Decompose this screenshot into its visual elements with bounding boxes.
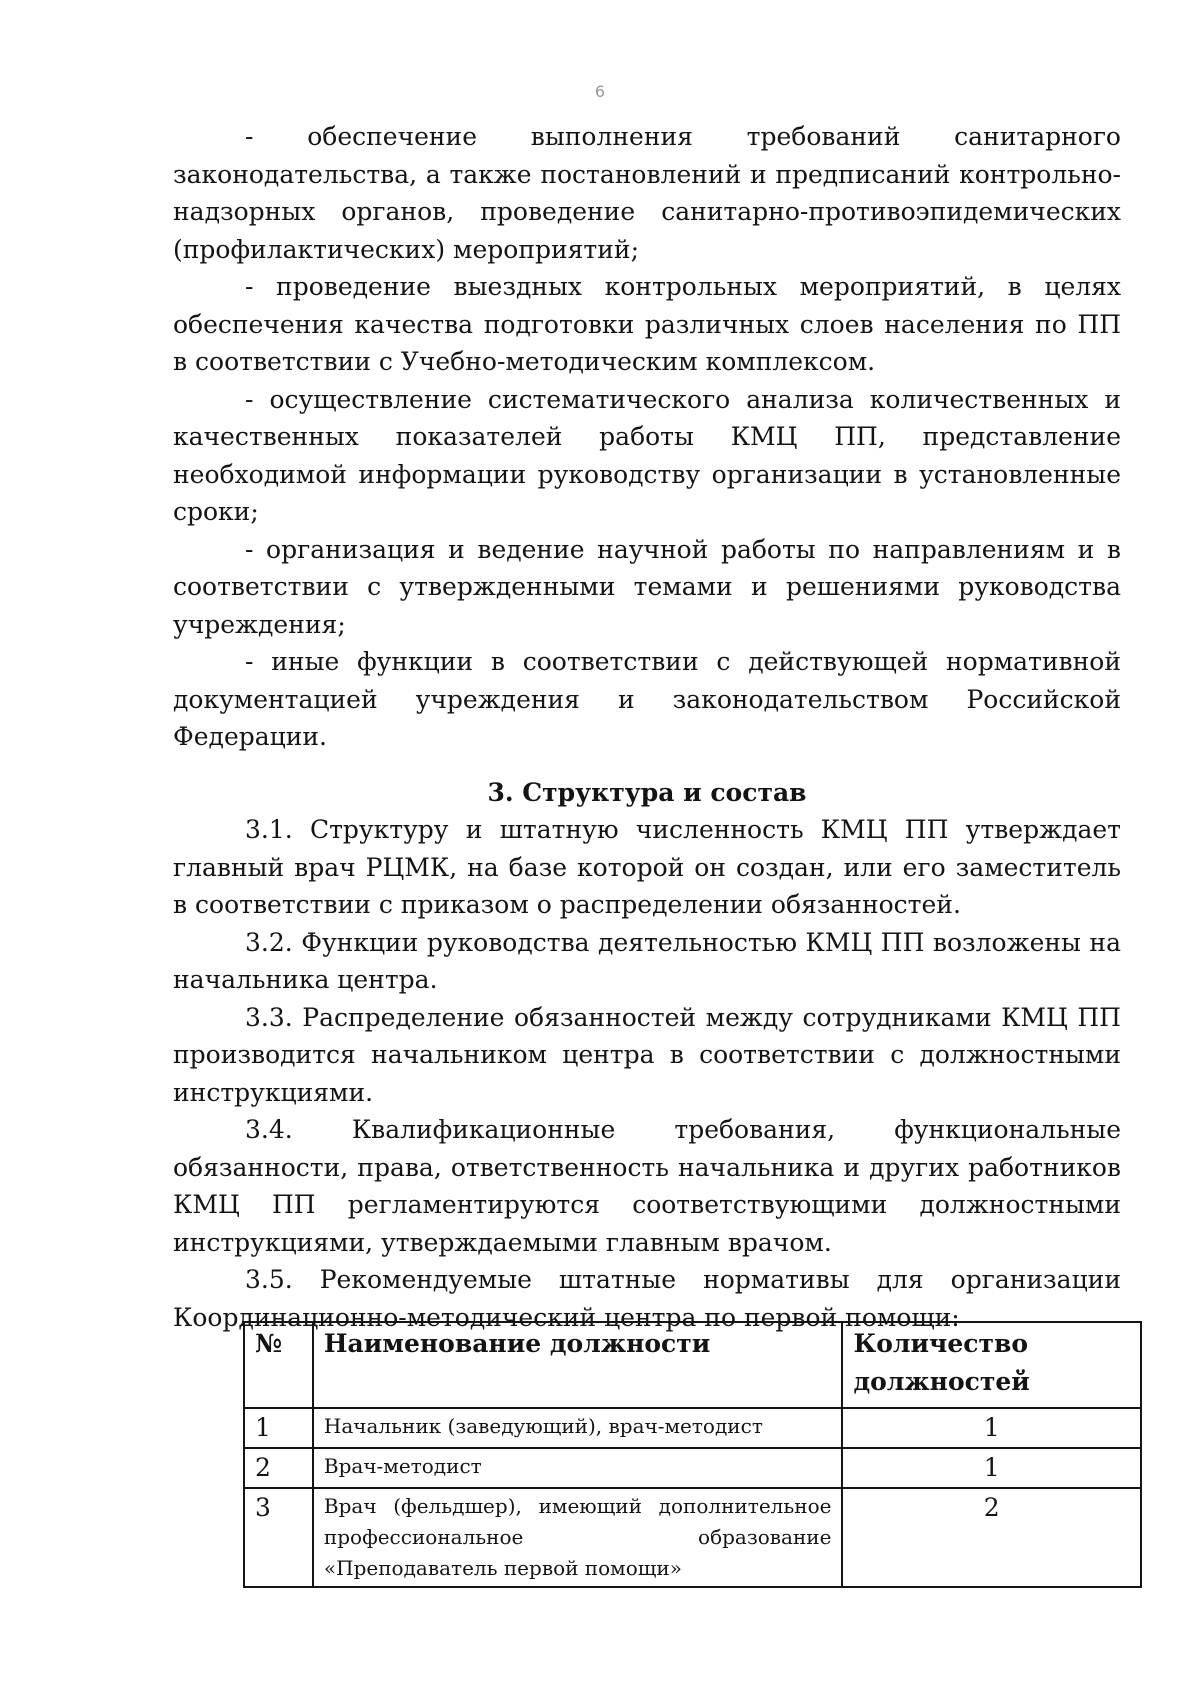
- header-position-name: Наименование должности: [313, 1322, 843, 1408]
- row-position-name: Врач (фельдшер), имеющий дополнительное профессиональное образование «Преподаватель первой помощи»: [313, 1488, 843, 1587]
- paragraph-3-3: 3.3. Распределение обязанностей между сотрудниками КМЦ ПП производится начальником центра в соответствии с должностными инструкциями.: [173, 1002, 1121, 1107]
- row-number: 2: [244, 1448, 313, 1488]
- section-title: 3. Структура и состав: [487, 777, 807, 807]
- paragraph-3-4: 3.4. Квалификационные требования, функциональные обязанности, права, ответственность начальника и других работников КМЦ ПП регламентируются соответствующими должностными инструкциями, утверждаемыми главным врачом.: [173, 1115, 1121, 1257]
- paragraph-scientific-work: - организация и ведение научной работы по направлениям и в соответствии с утвержденными темами и решениями руководства учреждения;: [173, 534, 1121, 639]
- paragraph-3-1: 3.1. Структуру и штатную численность КМЦ ПП утверждает главный врач РЦМК, на базе которой он создан, или его заместитель в соответствии с приказом о распределении обязанностей.: [173, 815, 1121, 919]
- row-number: 3: [244, 1488, 313, 1587]
- paragraph-3-2: 3.2. Функции руководства деятельностью КМЦ ПП возложены на начальника центра.: [173, 927, 1121, 994]
- row-position-count: 1: [842, 1448, 1141, 1488]
- table-row: [244, 1408, 1141, 1448]
- row-position-count: 2: [842, 1488, 1141, 1587]
- document-body: [173, 118, 1121, 1336]
- table-header-row: [244, 1322, 1141, 1408]
- row-position-name: Врач-методист: [313, 1448, 843, 1488]
- staffing-table: [243, 1321, 1142, 1588]
- paragraph-other-functions: - иные функции в соответствии с действующей нормативной документацией учреждения и законодательством Российской Федерации.: [173, 647, 1121, 751]
- row-position-name: Начальник (заведующий), врач-методист: [313, 1408, 843, 1448]
- row-position-count: 1: [842, 1408, 1141, 1448]
- paragraph-sanitary-requirements: - обеспечение выполнения требований санитарного законодательства, а также постановлений и предписаний контрольно-надзорных органов, проведение санитарно-противоэпидемических (профилактических) мероприятий;: [173, 122, 1121, 264]
- paragraph-field-inspections: - проведение выездных контрольных мероприятий, в целях обеспечения качества подготовки различных слоев населения по ПП в соответствии с Учебно-методическим комплексом.: [173, 272, 1121, 376]
- paragraph-systematic-analysis: - осуществление систематического анализа количественных и качественных показателей работы КМЦ ПП, представление необходимой информации руководству организации в установленные сроки;: [173, 384, 1121, 526]
- header-number: №: [244, 1322, 313, 1408]
- table-row: [244, 1448, 1141, 1488]
- header-position-count: Количество должностей: [842, 1322, 1141, 1408]
- table-row: [244, 1488, 1141, 1587]
- row-number: 1: [244, 1408, 313, 1448]
- page-number: 6: [594, 82, 606, 101]
- paragraph-3-5: 3.5. Рекомендуемые штатные нормативы для организации Координационно-методический центра по первой помощи:: [173, 1265, 1121, 1332]
